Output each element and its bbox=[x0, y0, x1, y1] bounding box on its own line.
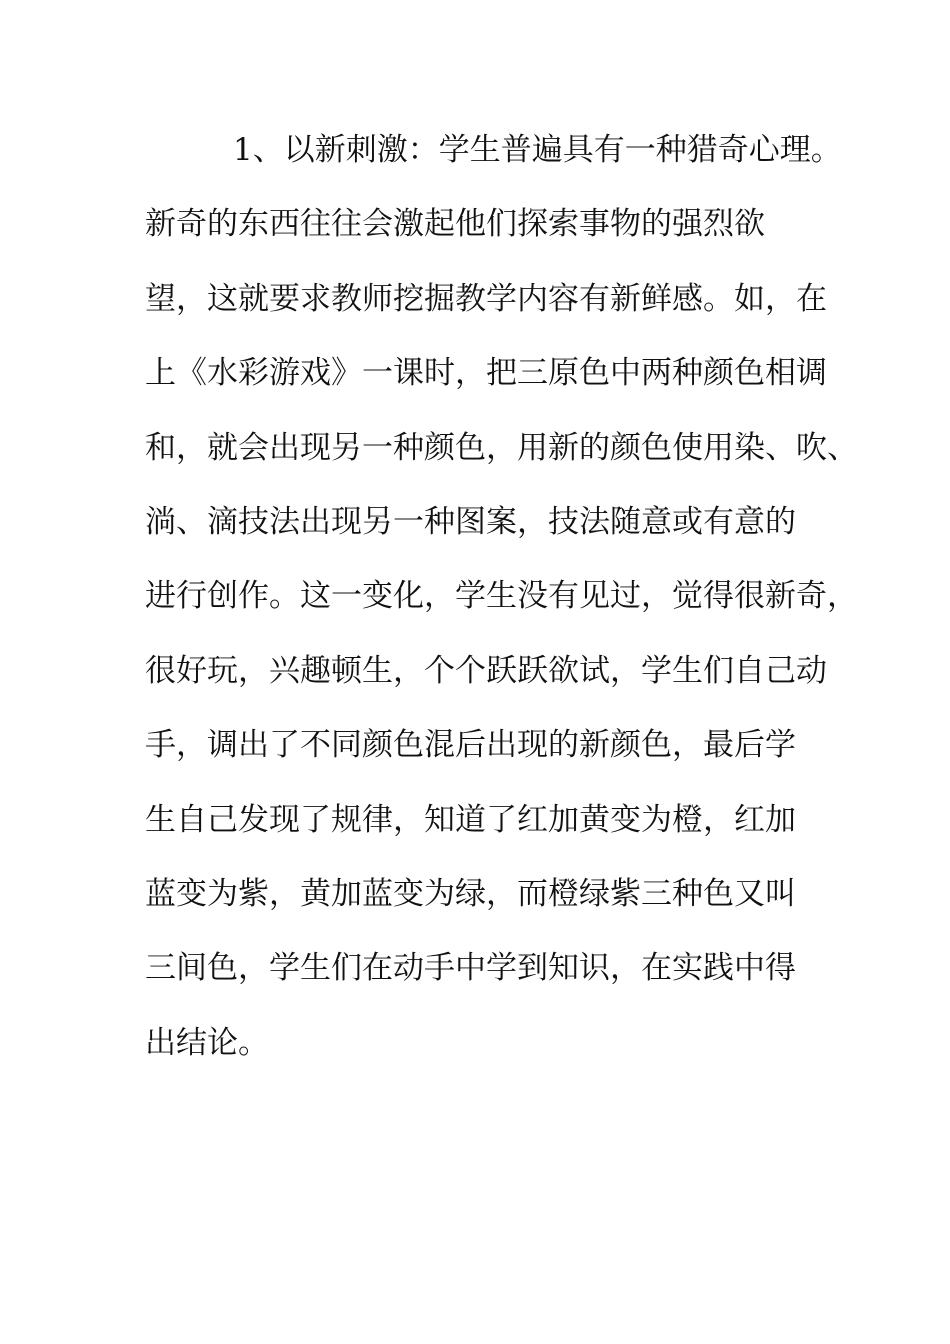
paragraph-line: 新奇的东西往往会激起他们探索事物的强烈欲 bbox=[145, 206, 765, 243]
paragraph-line: 进行创作。这一变化，学生没有见过，觉得很新奇， bbox=[145, 578, 858, 615]
paragraph-line: 生自己发现了规律，知道了红加黄变为橙，红加 bbox=[145, 801, 796, 838]
paragraph-line: 很好玩，兴趣顿生，个个跃跃欲试，学生们自己动 bbox=[145, 652, 827, 689]
paragraph-line: 望，这就要求教师挖掘教学内容有新鲜感。如，在 bbox=[145, 280, 827, 317]
paragraph-line: 上《水彩游戏》一课时，把三原色中两种颜色相调 bbox=[145, 355, 827, 392]
paragraph-line: 淌、滴技法出现另一种图案，技法随意或有意的 bbox=[145, 503, 796, 540]
paragraph-line: 蓝变为紫，黄加蓝变为绿，而橙绿紫三种色又叫 bbox=[145, 875, 796, 912]
paragraph-line: 三间色，学生们在动手中学到知识，在实践中得 bbox=[145, 950, 796, 987]
paragraph-line: 出结论。 bbox=[145, 1024, 269, 1061]
paragraph bbox=[145, 128, 858, 1095]
paragraph-line: 1、以新刺激：学生普遍具有一种猎奇心理。 bbox=[233, 132, 842, 168]
paragraph-line: 手，调出了不同颜色混后出现的新颜色，最后学 bbox=[145, 727, 796, 764]
paragraph-line: 和，就会出现另一种颜色，用新的颜色使用染、吹、 bbox=[145, 429, 858, 466]
